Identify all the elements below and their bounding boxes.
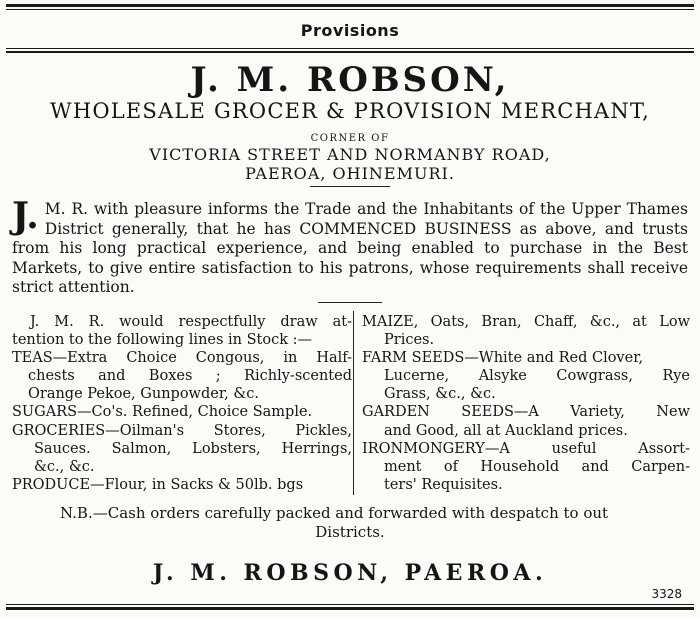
notice-line: N.B.—Cash orders carefully packed and forwarded with despatch to out [60, 504, 609, 522]
notice-line: Districts. [315, 523, 385, 541]
stock-ironmongery: ters' Requisites. [384, 476, 503, 493]
stock-groceries: Sauces. Salmon, Lobsters, Herrings, [34, 440, 352, 457]
stock-intro-line: tention to the following lines in Stock :— [12, 332, 313, 349]
stock-divider [318, 302, 382, 303]
stock-produce: PRODUCE—Flour, in Sacks & 50lb. bgs [12, 476, 304, 493]
notice [60, 504, 660, 542]
stock-garden-seeds: and Good, all at Auckland prices. [384, 422, 628, 439]
stock-teas: TEAS—Extra Choice Congous, in Half- [12, 350, 352, 367]
stock-groceries: &c., &c. [34, 458, 95, 475]
header-divider-thin [6, 48, 694, 49]
address-town: PAEROA, OHINEMURI. [245, 164, 455, 183]
stock-ironmongery: ment of Household and Carpen- [384, 458, 690, 475]
stock-maize: Prices. [384, 332, 435, 349]
column-divider [353, 311, 354, 495]
address-underline [310, 186, 390, 187]
stock-maize: MAIZE, Oats, Bran, Chaff, &c., at Low [362, 314, 690, 330]
intro-dropcap: J. [12, 195, 39, 237]
stock-farm-seeds: Lucerne, Alsyke Cowgrass, Rye [384, 368, 690, 385]
stock-teas: Orange Pekoe, Gunpowder, &c. [28, 386, 260, 403]
stock-intro-line: J. M. R. would respectfully draw at- [30, 314, 352, 330]
bottom-border-thick [6, 607, 694, 610]
business-description: WHOLESALE GROCER & PROVISION MERCHANT, [50, 99, 650, 123]
intro-paragraph [12, 195, 688, 298]
business-name: J. M. ROBSON, [190, 60, 510, 100]
stock-sugars: SUGARS—Co's. Refined, Choice Sample. [12, 404, 313, 421]
stock-left-column [12, 313, 352, 494]
stock-garden-seeds: GARDEN SEEDS—A Variety, New [362, 404, 690, 421]
stock-teas: chests and Boxes ; Richly-scented [28, 368, 352, 385]
top-border-thick [6, 4, 694, 7]
address-streets: VICTORIA STREET AND NORMANBY ROAD, [149, 145, 551, 164]
stock-groceries: GROCERIES—Oilman's Stores, Pickles, [12, 422, 352, 439]
stock-right-column [362, 313, 690, 494]
address-corner-of: CORNER OF [310, 133, 390, 144]
stock-ironmongery: IRONMONGERY—A useful Assort- [362, 440, 690, 457]
header-divider-thick [6, 51, 694, 53]
bottom-border-thin [6, 604, 694, 605]
stock-farm-seeds: Grass, &c., &c. [384, 386, 496, 403]
section-title: Provisions [300, 21, 400, 40]
footer-signature: J. M. ROBSON, PAEROA. [152, 560, 548, 586]
stock-farm-seeds: FARM SEEDS—White and Red Clover, [362, 350, 644, 367]
top-border-thin [6, 9, 694, 10]
intro-text: M. R. with pleasure informs the Trade and the Inhabitants of the Upper Thames District generally, that he has COMMENCED BUSINESS as above, and trusts from his long practical experience, and being enabled to purchase in the Best Markets, to give entire satisfaction to his patrons, whose requirements shall receive strict attention. [12, 200, 688, 296]
reference-number: 3328 [651, 587, 682, 601]
